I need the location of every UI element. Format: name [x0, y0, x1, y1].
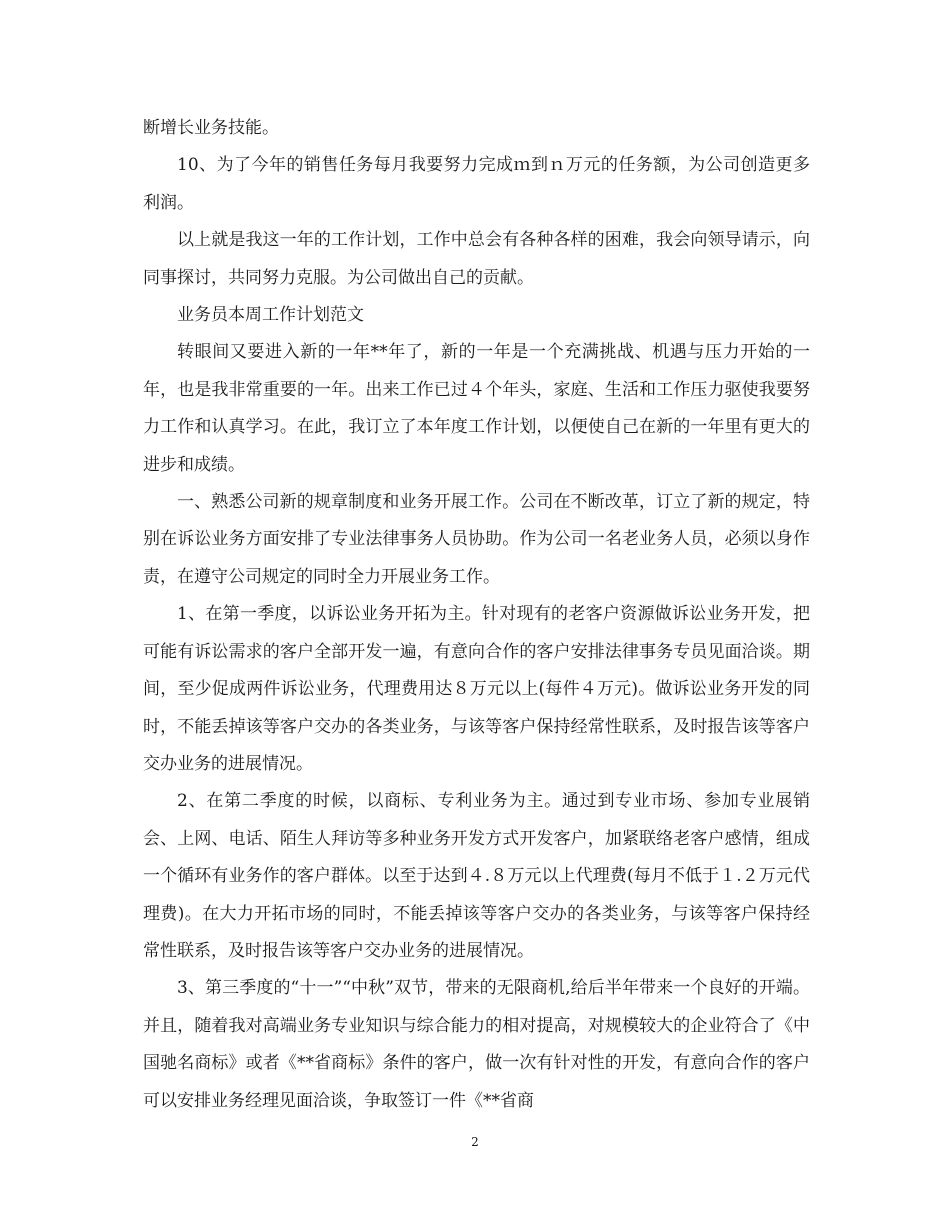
- page-number: 2: [471, 1135, 479, 1149]
- paragraph-quarter-two: 2、在第二季度的时候，以商标、专利业务为主。通过到专业市场、参加专业展销会、上网、电话、陌生人拜访等多种业务开发方式开发客户，加紧联络老客户感情，组成一个循环有业务作的客户群体。以至于达到４.８万元以上代理费(每月不低于１.２万元代理费)。在大力开拓市场的同时，不能丢掉该等客户交办的各类业务，与该等客户保持经常性联系，及时报告该等客户交办业务的进展情况。: [143, 791, 810, 961]
- paragraph-intro: 转眼间又要进入新的一年**年了，新的一年是一个充满挑战、机遇与压力开始的一年，也是我非常重要的一年。出来工作已过４个年头，家庭、生活和工作压力驱使我要努力工作和认真学习。在此，我订立了本年度工作计划，以便使自己在新的一年里有更大的进步和成绩。: [143, 342, 810, 475]
- paragraph-continuation: 断增长业务技能。: [143, 118, 279, 138]
- paragraph-quarter-three: 3、第三季度的“十一”“中秋”双节，带来的无限商机,给后半年带来一个良好的开端。并且，随着我对高端业务专业知识与综合能力的相对提高，对规模较大的企业符合了《中国驰名商标》或者《**省商标》条件的客户，做一次有针对性的开发，有意向合作的客户可以安排业务经理见面洽谈，争取签订一件《**省商: [143, 978, 810, 1111]
- paragraph-section-one: 一、熟悉公司新的规章制度和业务开展工作。公司在不断改革，订立了新的规定，特别在诉讼业务方面安排了专业法律事务人员协助。作为公司一名老业务人员，必须以身作责，在遵守公司规定的同时全力开展业务工作。: [143, 492, 810, 587]
- paragraph-quarter-one: 1、在第一季度，以诉讼业务开拓为主。针对现有的老客户资源做诉讼业务开发，把可能有诉讼需求的客户全部开发一遍，有意向合作的客户安排法律事务专员见面洽谈。期间，至少促成两件诉讼业务，代理费用达８万元以上(每件４万元)。做诉讼业务开发的同时，不能丢掉该等客户交办的各类业务，与该等客户保持经常性联系，及时报告该等客户交办业务的进展情况。: [143, 604, 810, 774]
- paragraph-summary: 以上就是我这一年的工作计划，工作中总会有各种各样的困难，我会向领导请示，向同事探讨，共同努力克服。为公司做出自己的贡献。: [143, 230, 810, 288]
- body-text: [143, 110, 810, 1120]
- section-heading: 业务员本周工作计划范文: [177, 305, 364, 326]
- paragraph-item-10: 10、为了今年的销售任务每月我要努力完成ｍ到ｎ万元的任务额，为公司创造更多利润。: [143, 155, 810, 213]
